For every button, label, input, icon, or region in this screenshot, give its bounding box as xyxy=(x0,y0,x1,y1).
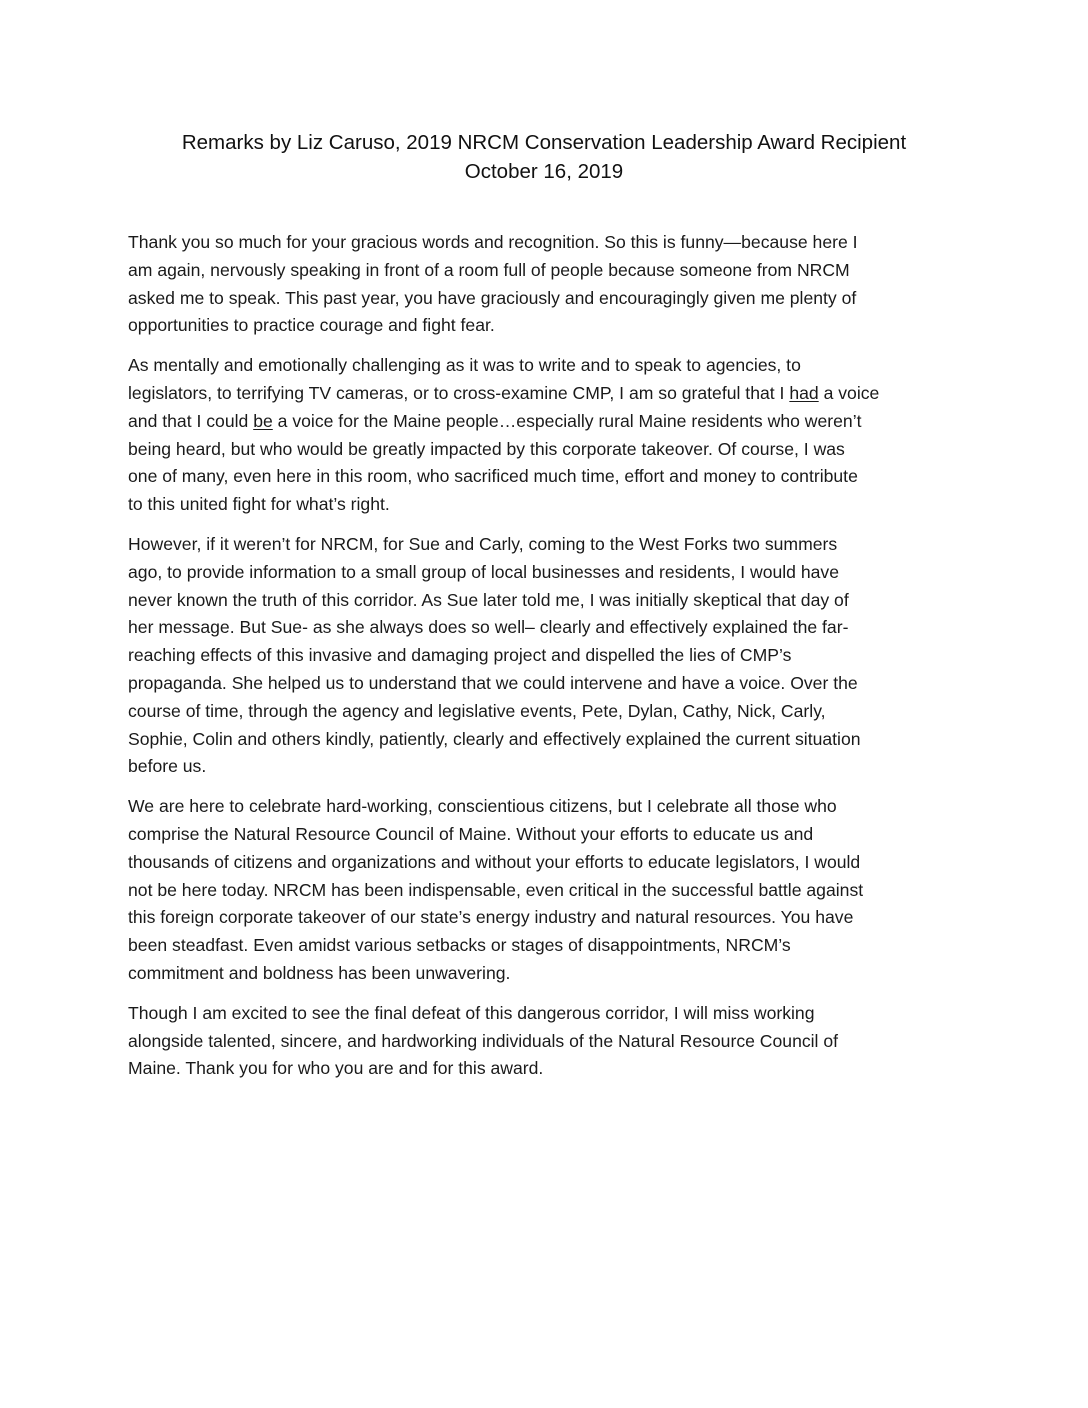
text-line: Thank you so much for your gracious words and recognition. So this is funny—because here I xyxy=(128,232,858,252)
underlined-word-had: had xyxy=(789,382,819,403)
text-line xyxy=(128,408,966,436)
text-line: Sophie, Colin and others kindly, patiently, clearly and effectively explained the current situation xyxy=(128,728,861,749)
text-line: reaching effects of this invasive and damaging project and dispelled the lies of CMP’s xyxy=(128,645,792,666)
underlined-word-be: be xyxy=(253,410,273,431)
text-segment: a voice xyxy=(818,382,880,403)
text-line: We are here to celebrate hard-working, conscientious citizens, but I celebrate all those who xyxy=(128,796,837,817)
text-segment: legislators, to terrifying TV cameras, or to cross-examine CMP, I am so grateful that I xyxy=(128,382,785,403)
text-line: this foreign corporate takeover of our state’s energy industry and natural resources. You have xyxy=(128,907,854,928)
text-line: propaganda. She helped us to understand that we could intervene and have a voice. Over the xyxy=(128,672,858,693)
text-line: commitment and boldness has been unwavering. xyxy=(128,962,511,983)
paragraph-1 xyxy=(128,229,966,340)
text-line: As mentally and emotionally challenging as it was to write and to speak to agencies, to xyxy=(128,355,801,376)
text-line: Though I am excited to see the final defeat of this dangerous corridor, I will miss working xyxy=(128,1002,815,1023)
text-line: thousands of citizens and organizations and without your efforts to educate legislators, I would xyxy=(128,851,861,872)
text-line: alongside talented, sincere, and hardworking individuals of the Natural Resource Council of xyxy=(128,1030,839,1051)
text-line xyxy=(128,380,966,408)
paragraph-2 xyxy=(128,352,966,519)
text-line: comprise the Natural Resource Council of Maine. Without your efforts to educate us and xyxy=(128,823,814,844)
paragraph-5 xyxy=(128,1000,966,1083)
text-segment: and that I could xyxy=(128,410,254,431)
text-line: to this united fight for what’s right. xyxy=(128,494,390,515)
document-date: October 16, 2019 xyxy=(464,160,624,183)
text-line: her message. But Sue- as she always does so well– clearly and effectively explained the far- xyxy=(128,617,849,638)
text-line: asked me to speak. This past year, you have graciously and encouragingly given me plenty of xyxy=(128,287,857,308)
text-line: been steadfast. Even amidst various setbacks or stages of disappointments, NRCM’s xyxy=(128,935,791,956)
text-line: However, if it weren’t for NRCM, for Sue and Carly, coming to the West Forks two summers xyxy=(128,533,838,554)
text-line: am again, nervously speaking in front of a room full of people because someone from NRCM xyxy=(128,259,850,280)
text-line: before us. xyxy=(128,756,207,777)
text-line: being heard, but who would be greatly impacted by this corporate takeover. Of course, I was xyxy=(128,438,845,459)
text-line: Maine. Thank you for who you are and for this award. xyxy=(128,1058,544,1079)
paragraph-4 xyxy=(128,793,966,988)
text-segment: a voice for the Maine people…especially rural Maine residents who weren’t xyxy=(272,410,862,431)
text-line: never known the truth of this corridor. As Sue later told me, I was initially skeptical that day of xyxy=(128,589,849,610)
text-line: not be here today. NRCM has been indispensable, even critical in the successful battle against xyxy=(128,879,864,900)
text-line: one of many, even here in this room, who sacrificed much time, effort and money to contribute xyxy=(128,466,858,487)
text-line: opportunities to practice courage and fight fear. xyxy=(128,315,495,336)
document-header xyxy=(0,128,1088,186)
text-line: course of time, through the agency and legislative events, Pete, Dylan, Cathy, Nick, Carly, xyxy=(128,700,826,721)
paragraph-3 xyxy=(128,531,966,781)
text-line: ago, to provide information to a small group of local businesses and residents, I would have xyxy=(128,561,840,582)
document-body xyxy=(128,229,966,1095)
document-title: Remarks by Liz Caruso, 2019 NRCM Conservation Leadership Award Recipient xyxy=(181,131,907,154)
